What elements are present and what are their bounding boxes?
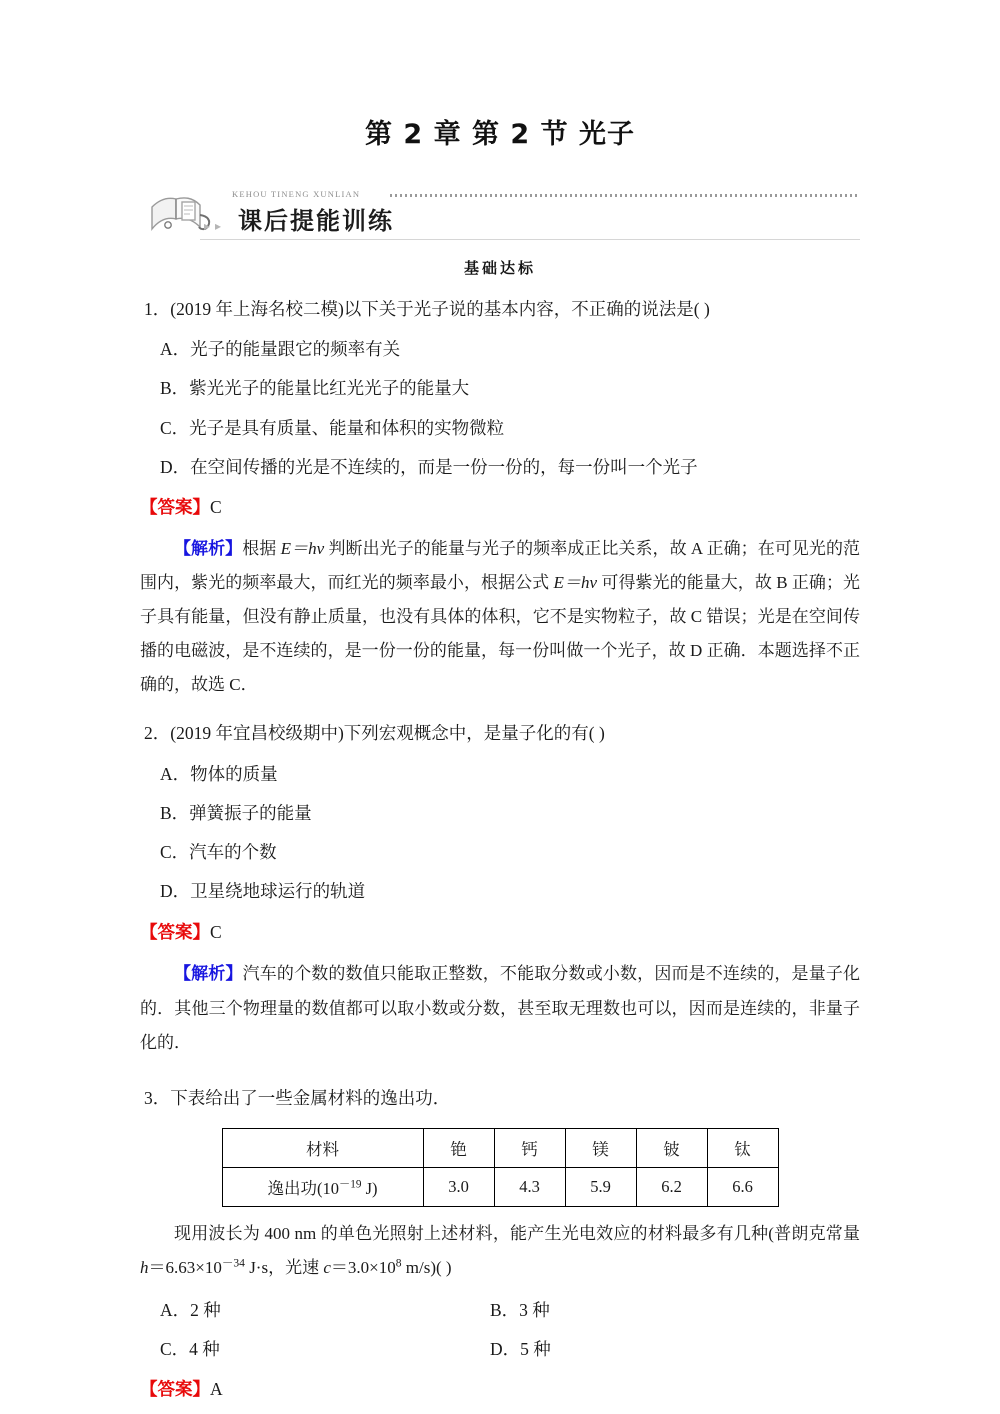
question-2-option-d: D．卫星绕地球运行的轨道 <box>160 881 366 902</box>
work-function-table <box>222 1128 779 1207</box>
question-3-option-c: C．4 种 <box>160 1338 220 1359</box>
table-cell-material-4: 铍 <box>636 1129 707 1168</box>
question-2-answer <box>140 919 860 945</box>
work-function-table-wrapper <box>140 1128 860 1207</box>
table-cell-value-1: 3.0 <box>423 1168 494 1207</box>
light-speed-unit: m/s)( ) <box>401 1257 452 1277</box>
analysis-formula-2: E＝hν <box>553 573 598 593</box>
planck-unit: J·s，光速 <box>244 1257 324 1277</box>
question-3-tail <box>140 1217 860 1283</box>
table-header-work-function <box>222 1168 423 1207</box>
question-1-analysis <box>140 532 860 702</box>
analysis-text-part1: 根据 <box>242 539 281 559</box>
question-3-answer <box>140 1376 860 1402</box>
analysis-tag: 【解析】 <box>174 539 243 559</box>
table-cell-material-3: 镁 <box>565 1129 636 1168</box>
table-cell-material-1: 铯 <box>423 1129 494 1168</box>
analysis-text-part3: 可得紫光的能量大，故 B 正确；光子具有能量，但没有静止质量，也没有具体的体积，它不是实物粒子，故 C 错误；光是在空间传播的电磁波，是不连续的，是一份一份的能量，每一份叫做一个光子，故 D 正确．本题选择不正确的，故选 C． <box>140 573 861 695</box>
question-2-option-b: B．弹簧振子的能量 <box>160 802 312 823</box>
answer-value: A <box>210 1379 223 1400</box>
answer-tag: 【答案】 <box>140 1379 210 1400</box>
table-cell-value-2: 4.3 <box>494 1168 565 1207</box>
analysis-tag: 【解析】 <box>174 963 243 983</box>
answer-tag: 【答案】 <box>140 497 210 518</box>
banner-label: 课后提能训练 <box>238 207 394 235</box>
work-function-label-exponent: －19 <box>339 1178 362 1191</box>
symbol-light-speed: c <box>323 1257 331 1277</box>
question-3-options-row-1 <box>140 1297 860 1323</box>
question-1-answer <box>140 494 860 520</box>
light-speed-exponent: 8 <box>395 1255 402 1269</box>
table-row-materials <box>222 1129 778 1168</box>
table-cell-value-4: 6.2 <box>636 1168 707 1207</box>
question-2-option-c: C．汽车的个数 <box>160 842 277 862</box>
answer-tag: 【答案】 <box>140 921 210 942</box>
light-speed-value: ＝3.0×10 <box>330 1257 396 1277</box>
question-3-option-d: D．5 种 <box>490 1338 551 1359</box>
question-2-option-a: A．物体的质量 <box>160 763 278 784</box>
table-row-work-functions <box>222 1168 778 1207</box>
question-1-option-c: C．光子是具有质量、能量和体积的实物微粒 <box>160 417 505 438</box>
question-1-option-d: D．在空间传播的光是不连续的，而是一份一份的，每一份叫一个光子 <box>160 456 698 477</box>
question-2-stem: 2．(2019 年宜昌校级期中)下列宏观概念中，是量子化的有( ) <box>144 723 605 744</box>
table-cell-value-3: 5.9 <box>565 1168 636 1207</box>
planck-exponent: －34 <box>221 1255 245 1269</box>
table-cell-value-5: 6.6 <box>707 1168 778 1207</box>
banner-dotted-rule <box>390 194 860 197</box>
question-3-stem: 3．下表给出了一些金属材料的逸出功． <box>144 1088 451 1109</box>
answer-value: C <box>210 921 222 942</box>
question-1-option-a: A．光子的能量跟它的频率有关 <box>160 339 401 360</box>
analysis-formula-1: E＝hν <box>280 539 325 559</box>
table-cell-material-5: 钛 <box>707 1129 778 1168</box>
banner-underline <box>200 239 860 240</box>
table-header-material: 材料 <box>222 1129 423 1168</box>
question-2-analysis <box>140 957 860 1062</box>
question-3-option-b: B．3 种 <box>490 1299 550 1320</box>
question-3-option-a: A．2 种 <box>160 1299 221 1320</box>
section-heading: 基础达标 <box>463 261 536 277</box>
page-title: 第 2 章 第 2 节 光子 <box>365 119 635 150</box>
work-function-label-main: 逸出功(10 <box>267 1179 339 1199</box>
question-3-tail-pre: 现用波长为 400 nm 的单色光照射上述材料，能产生光电效应的材料最多有几种(普朗克常量 <box>174 1224 860 1244</box>
analysis-text-part2: 判断出光子的能量与光子的频率成正比关系，故 A 正确；在可见光的范围内，紫光的频率最大，而红光的频率最小，根据公式 <box>140 539 861 593</box>
banner-pinyin: KEHOU TINENG XUNLIAN <box>232 189 361 199</box>
table-cell-material-2: 钙 <box>494 1129 565 1168</box>
symbol-planck-constant: h <box>140 1257 149 1277</box>
section-banner <box>140 187 860 243</box>
analysis-text: 汽车的个数的数值只能取正整数，不能取分数或小数，因而是不连续的，是量子化的．其他三个物理量的数值都可以取小数或分数，甚至取无理数也可以，因而是连续的，非量子化的． <box>140 963 861 1053</box>
question-3-options-row-2 <box>140 1336 860 1362</box>
double-chevron-icon: ▸ ▸ <box>204 219 223 233</box>
answer-value: C <box>210 497 222 518</box>
question-1-option-b: B．紫光光子的能量比红光光子的能量大 <box>160 378 470 399</box>
planck-value: ＝6.63×10 <box>148 1257 222 1277</box>
work-function-label-tail: J) <box>361 1179 378 1199</box>
question-1-stem: 1．(2019 年上海名校二模)以下关于光子说的基本内容，不正确的说法是( ) <box>144 299 710 319</box>
